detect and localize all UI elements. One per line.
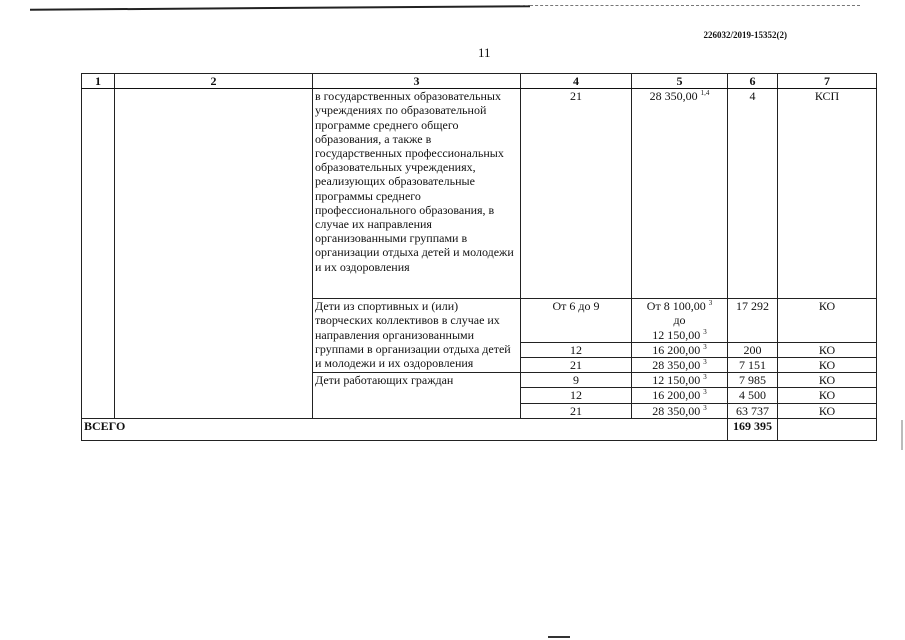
- table-cell-cost: От 8 100,00 $^3$ до 12 150,00 $^3$: [632, 299, 728, 343]
- table-cell-count: 7 151: [728, 358, 778, 373]
- table-cell-col2: [115, 89, 313, 419]
- table-cell-code: КО: [778, 299, 877, 343]
- table-cell-code: КО: [778, 373, 877, 388]
- scan-artifact-mark: [901, 420, 903, 450]
- table-cell-count: 4: [728, 89, 778, 299]
- table-cell-code: [778, 418, 877, 440]
- scan-artifact-line: [30, 5, 530, 10]
- table-cell-count: 200: [728, 342, 778, 357]
- page-number: 11: [478, 45, 491, 60]
- table-cell-count: 63 737: [728, 403, 778, 418]
- table-cell-cost: 16 200,00 $^3$: [632, 388, 728, 403]
- table-cell-duration: 12: [521, 388, 632, 403]
- column-header: 4: [521, 74, 632, 89]
- table-cell-col1: [82, 89, 115, 419]
- table-cell-duration: От 6 до 9: [521, 299, 632, 343]
- scan-artifact-line: [520, 5, 860, 6]
- table-cell-duration: 21: [521, 358, 632, 373]
- column-header: 1: [82, 74, 115, 89]
- table-cell-cost: 16 200,00 $^3$: [632, 342, 728, 357]
- table-row: [82, 89, 877, 299]
- table-cell-cost: 28 350,00 $^{1,4}$: [632, 89, 728, 299]
- table-cell-duration: 12: [521, 342, 632, 357]
- total-row: [82, 418, 877, 440]
- table-cell-description: Дети из спортивных и (или) творческих коллективов в случае их направления организованными группами в организации отдыха детей и молодежи и их оздоровления: [313, 299, 521, 373]
- document-number: 226032/2019-15352(2): [703, 30, 787, 40]
- column-header: 5: [632, 74, 728, 89]
- table-cell-code: КО: [778, 342, 877, 357]
- table-cell-cost: 12 150,00 $^3$: [632, 373, 728, 388]
- table-cell-count: 7 985: [728, 373, 778, 388]
- column-header: 3: [313, 74, 521, 89]
- table-cell-cost: 28 350,00 $^3$: [632, 358, 728, 373]
- column-header: 2: [115, 74, 313, 89]
- table-cell-code: КСП: [778, 89, 877, 299]
- total-label: ВСЕГО: [82, 418, 728, 440]
- scan-artifact-mark: [548, 636, 570, 638]
- table-cell-description: в государственных образовательных учреждениях по образовательной программе среднего общего образования, а также в государственных профессиональных образовательных учреждениях, реализующих образовательные программы среднего профессионального образования, в случае их направления организованными группами в организации отдыха детей и молодежи и их оздоровления: [313, 89, 521, 299]
- table-cell-count: 4 500: [728, 388, 778, 403]
- table-cell-duration: 21: [521, 403, 632, 418]
- table-cell-duration: 9: [521, 373, 632, 388]
- column-header: 7: [778, 74, 877, 89]
- table-cell-count: 17 292: [728, 299, 778, 343]
- total-value: 169 395: [728, 418, 778, 440]
- table-cell-cost: 28 350,00 $^3$: [632, 403, 728, 418]
- column-header: 6: [728, 74, 778, 89]
- header-row: [82, 74, 877, 89]
- table-cell-code: КО: [778, 358, 877, 373]
- table-cell-code: КО: [778, 388, 877, 403]
- data-table: [81, 73, 877, 441]
- table-cell-code: КО: [778, 403, 877, 418]
- table-cell-description: Дети работающих граждан: [313, 373, 521, 419]
- table-cell-duration: 21: [521, 89, 632, 299]
